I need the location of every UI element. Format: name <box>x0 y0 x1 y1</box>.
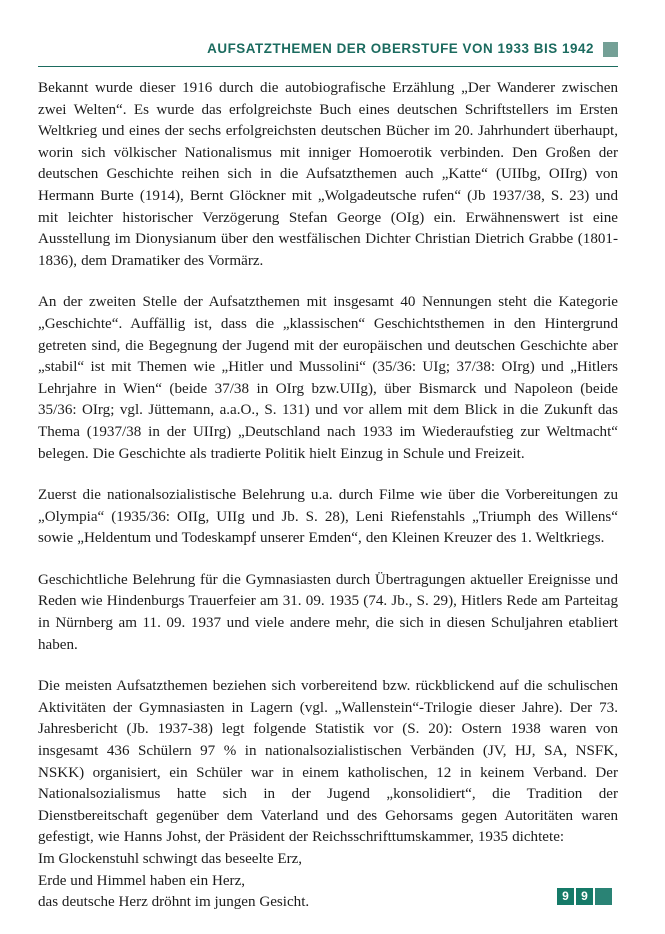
body-paragraph: Geschichtliche Belehrung für die Gymnasiasten durch Übertragungen aktueller Ereignisse und Reden wie Hindenburgs Trauerfeier am 31. 09. 1935 (74. Jb., S. 29), Hitlers Rede am Parteitag in Nürnberg am 11. 09. 1937 und viele andere mehr, die sich in diesen Schuljahren etabliert haben. <box>38 571 618 653</box>
verse-line: Im Glockenstuhl schwingt das beseelte Erz, <box>38 851 303 867</box>
verse-quotation <box>38 849 618 914</box>
square-marker-icon <box>603 42 618 57</box>
running-head <box>38 36 618 62</box>
body-paragraph: Die meisten Aufsatzthemen beziehen sich vorbereitend bzw. rückblickend auf die schulischen Aktivitäten der Gymnasiasten in Lagern (vgl. „Wallenstein“-Trilogie dieser Jahre). Der 73. Jahresbericht (Jb. 1937-38) legt folgende Statistik vor (S. 20): Ostern 1938 waren von insgesamt 436 Schülern 97 % in nationalsozialistischen Verbänden (JV, HJ, SA, NSFK, NSKK) organisiert, ein Schüler war in einem katholischen, 12 in keinem Verband. Der Nationalsozialismus hatte sich in der Jugend „konsolidiert“, die Tradition der Dienstbereitschaft gegenüber dem Vaterland und des Gehorsams gegen Autoritäten waren gefestigt, wie Hanns Johst, der Präsident der Reichsschrifttumskammer, 1935 dichtete: <box>38 678 618 846</box>
page-number <box>557 888 612 905</box>
verse-line: Erde und Himmel haben ein Herz, <box>38 872 246 889</box>
page-number-digit: 9 <box>557 888 574 905</box>
verse-line: das deutsche Herz dröhnt im jungen Gesicht. <box>38 894 310 911</box>
page-number-digit: 9 <box>576 888 593 905</box>
body-paragraph: Zuerst die nationalsozialistische Belehrung u.a. durch Filme wie über die Vorbereitungen zu „Olympia“ (1935/36: OIIg, UIIg und Jb. S. 28), Leni Riefenstahls „Triumph des Willens“ sowie „Heldentum und Todeskampf unserer Emden“, den Kleinen Kreuzer des 1. Weltkriegs. <box>38 487 618 547</box>
page-body <box>38 78 618 914</box>
header-divider <box>38 66 618 67</box>
body-paragraph: An der zweiten Stelle der Aufsatzthemen mit insgesamt 40 Nennungen steht die Kategorie „Geschichte“. Auffällig ist, dass die „klassischen“ Geschichtsthemen in den Hintergrund getreten sind, die Begegnung der Jugend mit der europäischen und deutschen Geschichte aber „stabil“ ist mit Themen wie „Hitler und Mussolini“ (35/36: UIg; 37/38: OIrg) und „Hitlers Lehrjahre in Wien“ (beide 37/38 in OIrg bzw.UIIg), über Bismarck und Napoleon (beide 35/36: OIrg; vgl. Jüttemann, a.a.O., S. 131) und vor allem mit dem Blick in die Zukunft das Thema (1937/38 in der UIIrg) „Deutschland nach 1933 im Wiederaufstieg zur Weltmacht“ belegen. Die Geschichte als tradierte Politik hielt Einzug in Schule und Freizeit. <box>38 294 618 462</box>
square-marker-icon <box>595 888 612 905</box>
body-paragraph: Bekannt wurde dieser 1916 durch die autobiografische Erzählung „Der Wanderer zwischen zwei Welten“. Es wurde das erfolgreichste Buch eines deutschen Schriftstellers im Ersten Weltkrieg und eines der sechs erfolgreichsten deutschen Bücher im 20. Jahrhundert überhaupt, worin sich völkischer Nationalismus mit inniger Homoerotik verbinden. Den Großen der deutschen Geschichte reihen sich in die Aufsatzthemen auch „Katte“ (UIIbg, OIIrg) von Hermann Burte (1914), Bernt Glöckner mit „Wolgadeutsche rufen“ (Jb 1937/38, S. 23) und mit leichter historischer Verzögerung Stefan George (OIg) ein. Erwähnenswert ist eine Ausstellung im Dionysianum über den westfälischen Dichter Christian Dietrich Grabbe (1801-1836), dem Dramatiker des Vormärz. <box>38 80 618 269</box>
running-head-title: AUFSATZTHEMEN DER OBERSTUFE VON 1933 BIS 1942 <box>207 41 594 57</box>
